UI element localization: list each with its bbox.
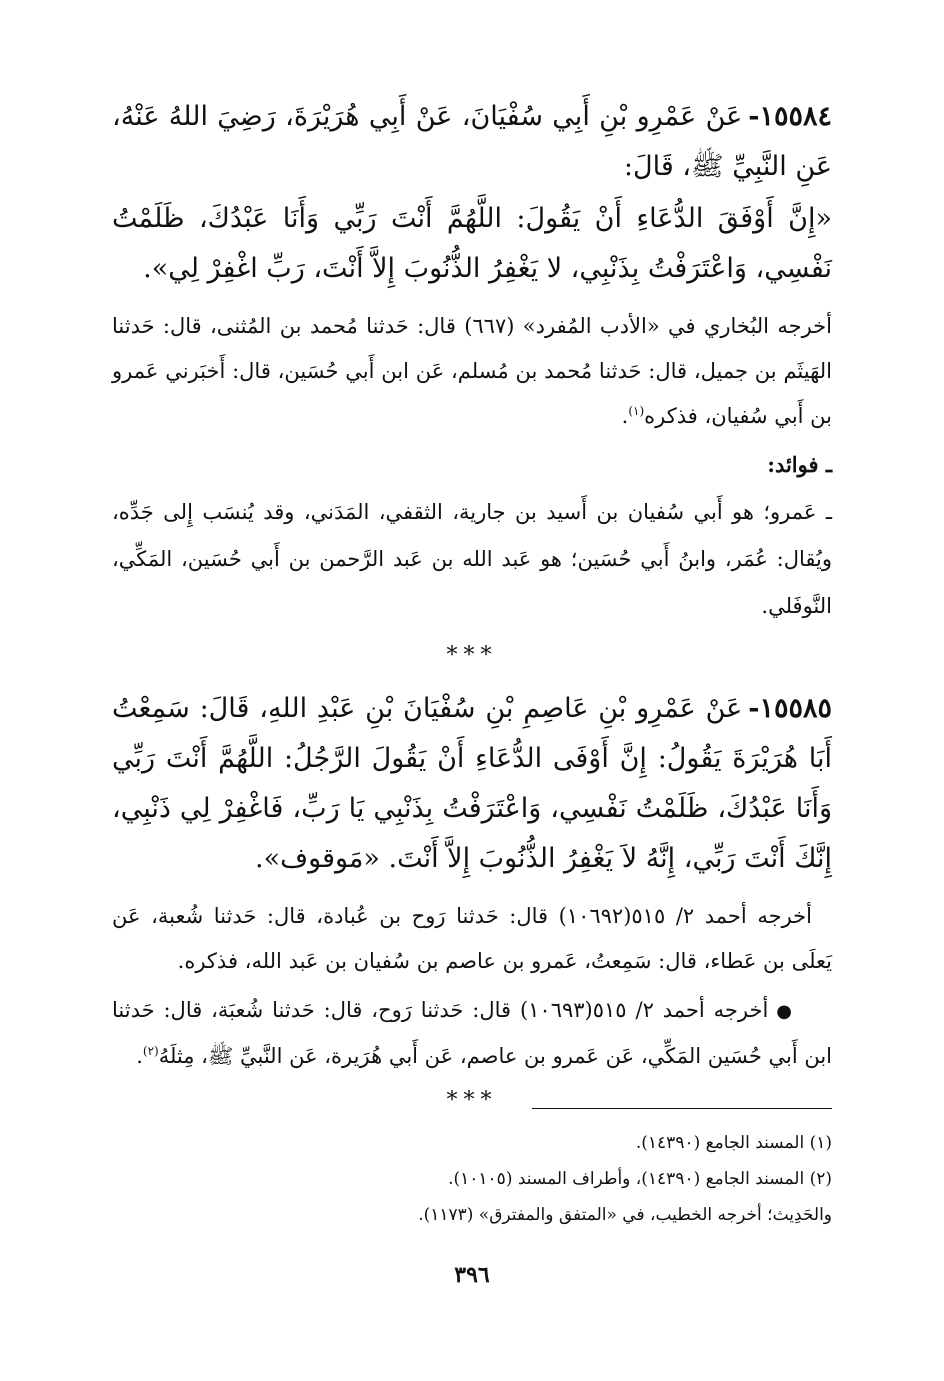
footnote-2-continuation: والحَدِيث؛ أخرجه الخطيب، في «المتفق والمفترق» (١١٧٣). — [418, 1205, 832, 1225]
source-text: أخرجه البُخاري في «الأدب المُفرد» (٦٦٧) قال: حَدثنا مُحمد بن المُثنى، قال: حَدثنا الهَيثَم بن جميل، قال: حَدثنا مُحمد بن مُسلم، عَن ابن أَبي حُسَين، قال: أَخبَرني عَمرو بن أَبي سُفيان، فذكره — [112, 314, 832, 428]
section-separator: *** — [446, 643, 498, 668]
benefits-heading: ـ فوائد: — [767, 452, 832, 477]
hadith-chain-text: عَنْ عَمْرِو بْنِ أَبِي سُفْيَانَ، عَنْ أَبِي هُرَيْرَةَ، رَضِيَ اللهُ عَنْهُ، عَنِ النَّبِيِّ ﷺ، قَالَ: — [112, 101, 832, 182]
footnote-2: (٢) المسند الجامع (١٤٣٩٠)، وأطراف المسند (١٠١٠٥). — [448, 1169, 832, 1189]
hadith-15584-text: «إِنَّ أَوْفَقَ الدُّعَاءِ أَنْ يَقُولَ: اللَّهُمَّ أَنْتَ رَبِّي وَأَنَا عَبْدُكَ، ظَلَمْتُ نَفْسِي، وَاعْتَرَفْتُ بِذَنْبِي، لا يَغْفِرُ الذُّنُوبَ إِلاَّ أَنْتَ، رَبِّ اغْفِرْ لِي». — [112, 203, 832, 284]
footnote-marker-1: (١) — [628, 404, 645, 418]
benefit-text: ـ عَمرو؛ هو أَبي سُفيان بن أَسيد بن جارية، الثقفي، المَدَني، وقد يُنسَب إِلى جَدِّه، ويُقال: عُمَر، وابنُ أَبي حُسَين؛ هو عَبد الله بن عَبد الرَّحمن بن أَبي حُسَين، المَكِّي، النَّوفَلي. — [112, 500, 832, 618]
footnote-1: (١) المسند الجامع (١٤٣٩٠). — [635, 1133, 832, 1153]
footnote-marker-2: (٢) — [142, 1044, 159, 1058]
hadith-15584-source: أخرجه البُخاري في «الأدب المُفرد» (٦٦٧) قال: حَدثنا مُحمد بن المُثنى، قال: حَدثنا الهَيثَم بن جميل، قال: حَدثنا مُحمد بن مُسلم، عَن ابن أَبي حُسَين، قال: أَخبَرني عَمرو بن أَبي سُفيان، فذكره$^{(١)}$. — [112, 314, 832, 428]
hadith-15585-source-1: أخرجه أحمد ٢/ ٥١٥(١٠٦٩٢) قال: حَدثنا رَوح بن عُبادة، قال: حَدثنا شُعبة، عَن يَعلَى بن عَطاء، قال: سَمِعتُ، عَمرو بن عاصم بن سُفيان بن عَبد الله، فذكره. — [112, 904, 832, 973]
hadith-number: ١٥٥٨٤- — [748, 101, 832, 132]
hadith-15585-text — [112, 684, 832, 884]
section-separator: *** — [446, 1088, 498, 1113]
hadith-15584-chain — [112, 92, 832, 192]
bullet-icon: ● — [776, 1001, 792, 1022]
footnote-divider — [532, 1108, 832, 1109]
hadith-15585-source-2: ●أخرجه أحمد ٢/ ٥١٥(١٠٦٩٣) قال: حَدثنا رَوح، قال: حَدثنا شُعبَة، قال: حَدثنا ابن أَبي حُسَين المَكِّي، عَن عَمرو بن عاصم، عَن أَبي هُرَيرة، عَن النَّبيِّ ﷺ، مِثلَهُ$^{(٢)}$. — [112, 988, 832, 1079]
source-text: أخرجه أحمد ٢/ ٥١٥(١٠٦٩٣) قال: حَدثنا رَوح، قال: حَدثنا شُعبَة، قال: حَدثنا ابن أَبي حُسَين المَكِّي، عَن عَمرو بن عاصم، عَن أَبي هُرَيرة، عَن النَّبيِّ ﷺ، مِثلَهُ — [112, 998, 832, 1068]
hadith-body-text: عَنْ عَمْرِو بْنِ عَاصِمِ بْنِ سُفْيَانَ بْنِ عَبْدِ اللهِ، قَالَ: سَمِعْتُ أَبَا هُرَيْرَةَ يَقُولُ: إِنَّ أَوْفَى الدُّعَاءِ أَنْ يَقُولَ الرَّجُلُ: اللَّهُمَّ أَنْتَ رَبِّي وَأَنَا عَبْدُكَ، ظَلَمْتُ نَفْسِي، وَاعْتَرَفْتُ بِذَنْبِي يَا رَبِّ، فَاغْفِرْ لِي ذَنْبِي، إِنَّكَ أَنْتَ رَبِّي، إِنَّهُ لاَ يَغْفِرُ الذُّنُوبَ إِلاَّ أَنْتَ. «مَوقوف». — [112, 693, 832, 874]
hadith-number: ١٥٥٨٥- — [748, 693, 832, 724]
page-number: ٣٩٦ — [454, 1262, 490, 1288]
footnotes — [112, 1108, 832, 1233]
